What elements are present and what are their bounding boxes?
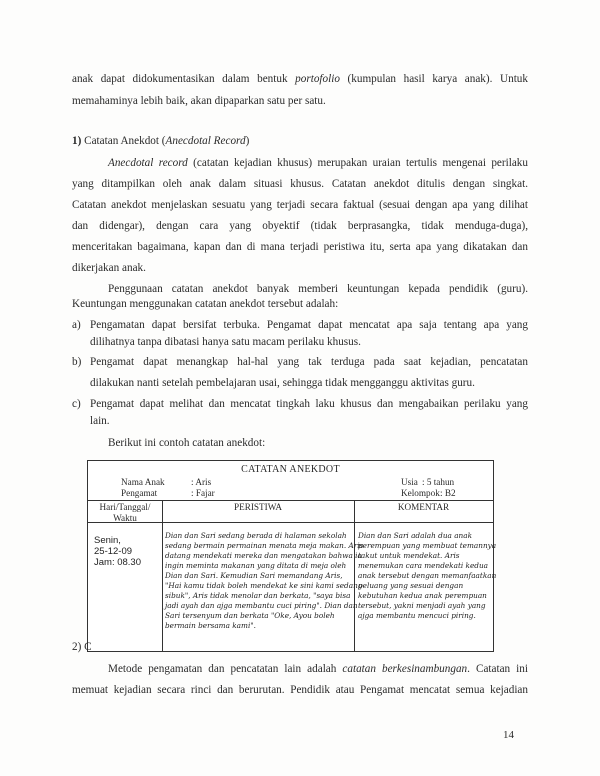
list-marker-c: c) [72, 398, 81, 410]
list-c-line-2: lain. [90, 415, 110, 427]
list-b-line-1: Pengamat dapat menangkap hal-hal yang tak terduga pada saat kejadian, pencatatan [90, 356, 528, 368]
list-marker-b: b) [72, 356, 82, 368]
p1-line-4: dan didengar), dengan cara yang obyektif (tidak berprasangka, tidak menduga-duga), [72, 220, 528, 232]
nama-label: Nama Anak [121, 477, 165, 487]
event-line: jadi ayah dan ajga membantu cuci piring". Dian dan [165, 601, 358, 610]
comment-line: perempuan yang membuat temannya [358, 541, 497, 550]
section-2-marker: 2) C [72, 641, 92, 653]
event-line: datang mendekati mereka dan mengatakan bahwa ia [165, 551, 362, 560]
section-2-line-1: Metode pengamatan dan pencatatan lain adalah catatan berkesinambungan. Catatan ini [108, 663, 528, 675]
day-line: Senin, [94, 535, 121, 546]
p1-line-1: Anecdotal record (catatan kejadian khusus) merupakan uraian tertulis mengenai perilaku [108, 157, 528, 169]
col-comment-header: KOMENTAR [397, 502, 450, 512]
event-line: Sari tersenyum dan berkata "Oke, Ayou boleh [165, 611, 335, 620]
comment-line: takut untuk mendekat. Aris [358, 551, 460, 560]
event-line: sibuk", Aris tidak menolar dan berkata, "saya bisa [165, 591, 351, 600]
p2-line-1: Penggunaan catatan anekdot banyak memberi keuntungan kepada pendidik (guru). [108, 283, 528, 295]
pengamat-label: Pengamat [121, 488, 158, 498]
p2-line-2: Keuntungan menggunakan catatan anekdot tersebut adalah: [72, 298, 339, 310]
p1-line-6: dikerjakan anak. [72, 262, 146, 274]
nama-value: : Aris [191, 477, 212, 487]
kelompok-value: : B2 [440, 488, 456, 498]
table-top-line [88, 500, 493, 501]
page-number: 14 [503, 729, 514, 741]
kelompok-label: Kelompok [401, 488, 440, 498]
p1-line-5: menceritakan bagaimana, kapan dan di mana terjadi peristiwa itu, serta apa yang dikatakan dan [72, 241, 528, 253]
day-line: 25-12-09 [94, 546, 133, 557]
comment-line: Dian dan Sari adalah dua anak [358, 531, 473, 540]
section-2-line-2: memuat kejadian secara rinci dan berurutan. Pendidik atau Pengamat mencatat semua kejadian [72, 684, 528, 696]
list-a-line-2: dilihatnya tanpa dibatasi hanya satu macam perilaku khusus. [90, 336, 361, 348]
list-marker-a: a) [72, 319, 81, 331]
event-line: ingin meminta makanan yang ditata di meja oleh [165, 561, 347, 570]
comment-line: tersebut, yakni menjadi ayah yang [358, 601, 486, 610]
event-line: bermain bersama kami". [165, 621, 256, 630]
list-b-line-2: dilakukan nanti setelah pembelajaran usai, sehingga tidak mengganggu aktivitas guru. [90, 377, 475, 389]
intro-line-1: anak dapat didokumentasikan dalam bentuk portofolio (kumpulan hasil karya anak). Untuk [72, 73, 528, 85]
section-1-heading: 1) Catatan Anekdot (Anecdotal Record) [72, 135, 250, 147]
comment-line: kebutuhan kedua anak perempuan [358, 591, 487, 600]
col-divider-1 [162, 500, 163, 651]
day-line: Jam: 08.30 [94, 557, 141, 568]
list-c-line-1: Pengamat dapat melihat dan mencatat tingkah laku khusus dan mengabaikan perilaku yang [90, 398, 528, 410]
comment-line: peluang yang sesuai dengan [358, 581, 464, 590]
event-line: Dian dan Sari. Kemudian Sari memandang Aris, [165, 571, 343, 580]
col-divider-2 [354, 500, 355, 651]
comment-line: anak tersebut dengan memanfaatkan [358, 571, 497, 580]
event-line: "Hai kamu tidak boleh mendekat ke sini kami sedang [165, 581, 363, 590]
event-line: Dian dan Sari sedang berada di halaman sekolah [165, 531, 347, 540]
col-event-header: PERISTIWA [234, 502, 282, 512]
comment-line: menemukan cara mendekati kedua [358, 561, 489, 570]
event-line: sedang bermain permainan menata meja makan. Aris [165, 541, 364, 550]
card-title: CATATAN ANEKDOT [241, 464, 340, 475]
example-intro: Berikut ini contoh catatan anekdot: [108, 437, 266, 449]
list-a-line-1: Pengamatan dapat bersifat terbuka. Pengamat dapat mencatat apa saja tentang apa yang [90, 319, 528, 331]
p1-line-3: Catatan anekdot menjelaskan sesuatu yang terjadi secara faktual (sesuai dengan apa yang dilihat [72, 199, 528, 211]
anecdote-card [87, 460, 497, 652]
usia-label: Usia [401, 477, 418, 487]
comment-line: ajga membantu mencuci piring. [358, 611, 476, 620]
col-day-header: Hari/Tanggal/ Waktu [99, 502, 151, 523]
intro-line-2: memahaminya lebih baik, akan dipaparkan satu per satu. [72, 95, 326, 107]
usia-value: : 5 tahun [422, 477, 455, 487]
p1-line-2: yang ditampilkan oleh anak dalam situasi khusus. Catatan anekdot ditulis dengan singkat. [72, 178, 528, 190]
pengamat-value: : Fajar [191, 488, 215, 498]
